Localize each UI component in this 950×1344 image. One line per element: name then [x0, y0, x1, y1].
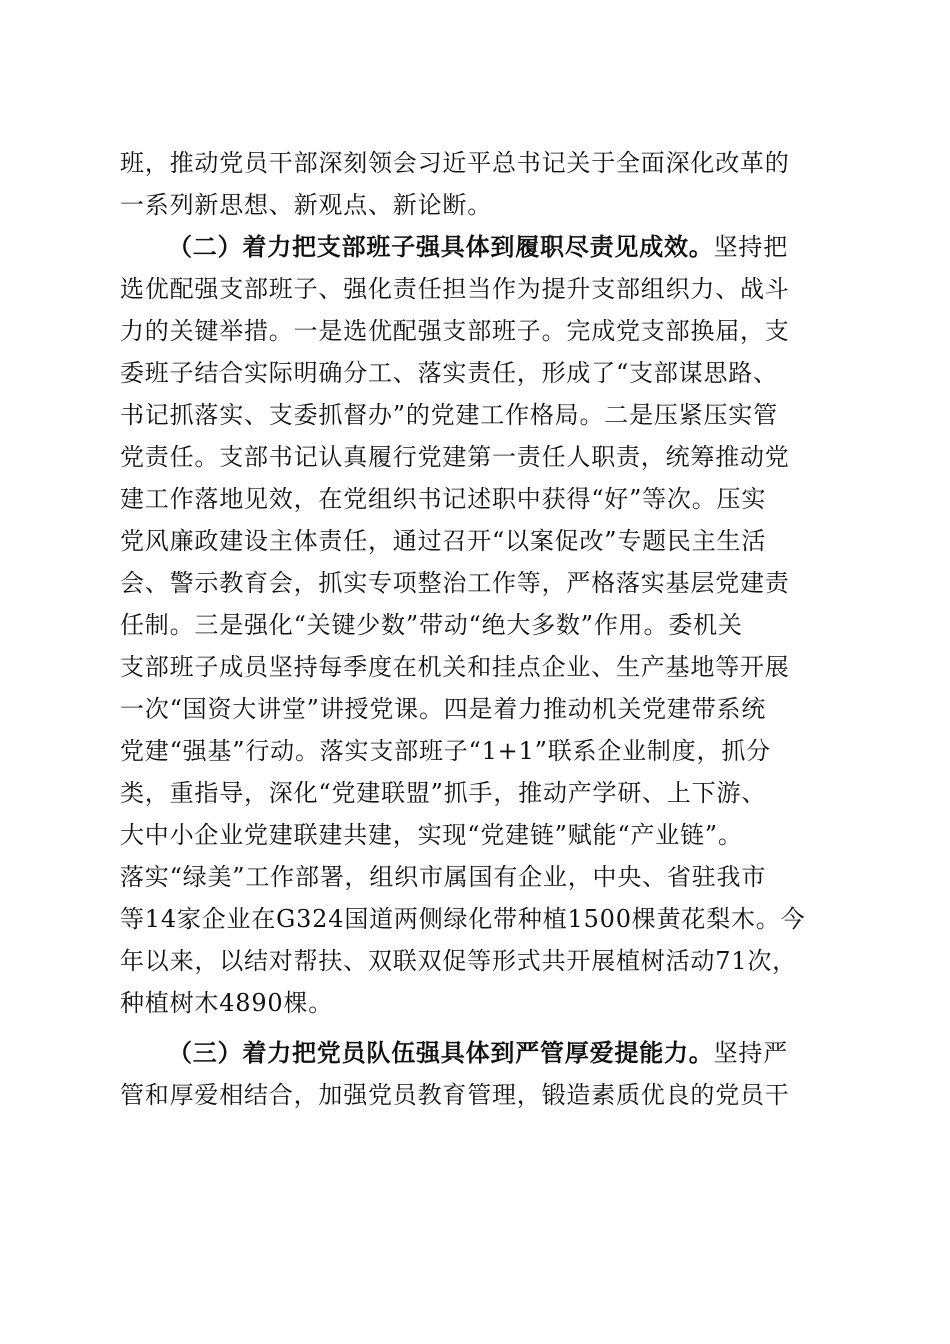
text-line: 种植树木4890棵。	[120, 989, 334, 1017]
text-line: 年以来，以结对帮扶、双联双促等形式共开展植树活动71次，	[120, 947, 797, 975]
text-line: 党建“强基”行动。落实支部班子“1+1”联系企业制度，抓分	[120, 737, 771, 765]
text-line: 一次“国资大讲堂”讲授党课。四是着力推动机关党建带系统	[120, 695, 767, 723]
text-line: 建工作落地见效，在党组织书记述职中获得“好”等次。压实	[120, 485, 767, 513]
section-3-heading: （三）着力把党员队伍强具体到严管厚爱提能力。	[168, 1038, 714, 1067]
text-line: 等14家企业在G324国道两侧绿化带种植1500棵黄花梨木。今	[120, 905, 806, 933]
section-3-first-line-rest: 坚持严	[713, 1039, 789, 1067]
text-line: 党风廉政建设主体责任，通过召开“以案促改”专题民主生活	[120, 527, 767, 555]
text-line: 书记抓落实、支委抓督办”的党建工作格局。二是压紧压实管	[120, 401, 778, 429]
paragraph-gap	[120, 1024, 832, 1032]
text-line: 会、警示教育会，抓实专项整治工作等，严格落实基层党建责	[120, 569, 790, 597]
text-line: 选优配强支部班子、强化责任担当作为提升支部组织力、战斗	[120, 275, 790, 303]
paragraph-section-2	[120, 226, 832, 1024]
section-2-first-line-rest: 坚持把	[713, 233, 789, 261]
text-line: 类，重指导，深化“党建联盟”抓手，推动产学研、上下游、	[120, 779, 767, 807]
section-2-heading: （二）着力把支部班子强具体到履职尽责见成效。	[168, 232, 714, 261]
section-3-first-line	[120, 1032, 832, 1074]
paragraph-continuation	[120, 142, 832, 226]
text-line: 班，推动党员干部深刻领会习近平总书记关于全面深化改革的	[120, 149, 790, 177]
text-line: 落实“绿美”工作部署，组织市属国有企业，中央、省驻我市	[120, 863, 767, 891]
text-line: 任制。三是强化“关键少数”带动“绝大多数”作用。委机关	[120, 611, 743, 639]
text-line: 党责任。支部书记认真履行党建第一责任人职责，统筹推动党	[120, 443, 790, 471]
text-line: 力的关键举措。一是选优配强支部班子。完成党支部换届，支	[120, 317, 790, 345]
text-line: 大中小企业党建联建共建，实现“党建链”赋能“产业链”。	[120, 821, 743, 849]
text-line: 委班子结合实际明确分工、落实责任，形成了“支部谋思路、	[120, 359, 778, 387]
text-line: 管和厚爱相结合，加强党员教育管理，锻造素质优良的党员干	[120, 1081, 790, 1109]
paragraph-section-3	[120, 1032, 832, 1116]
text-line: 一系列新思想、新观点、新论断。	[120, 191, 492, 219]
section-2-first-line	[120, 226, 832, 268]
document-body	[120, 142, 832, 1116]
text-line: 支部班子成员坚持每季度在机关和挂点企业、生产基地等开展	[120, 653, 790, 681]
